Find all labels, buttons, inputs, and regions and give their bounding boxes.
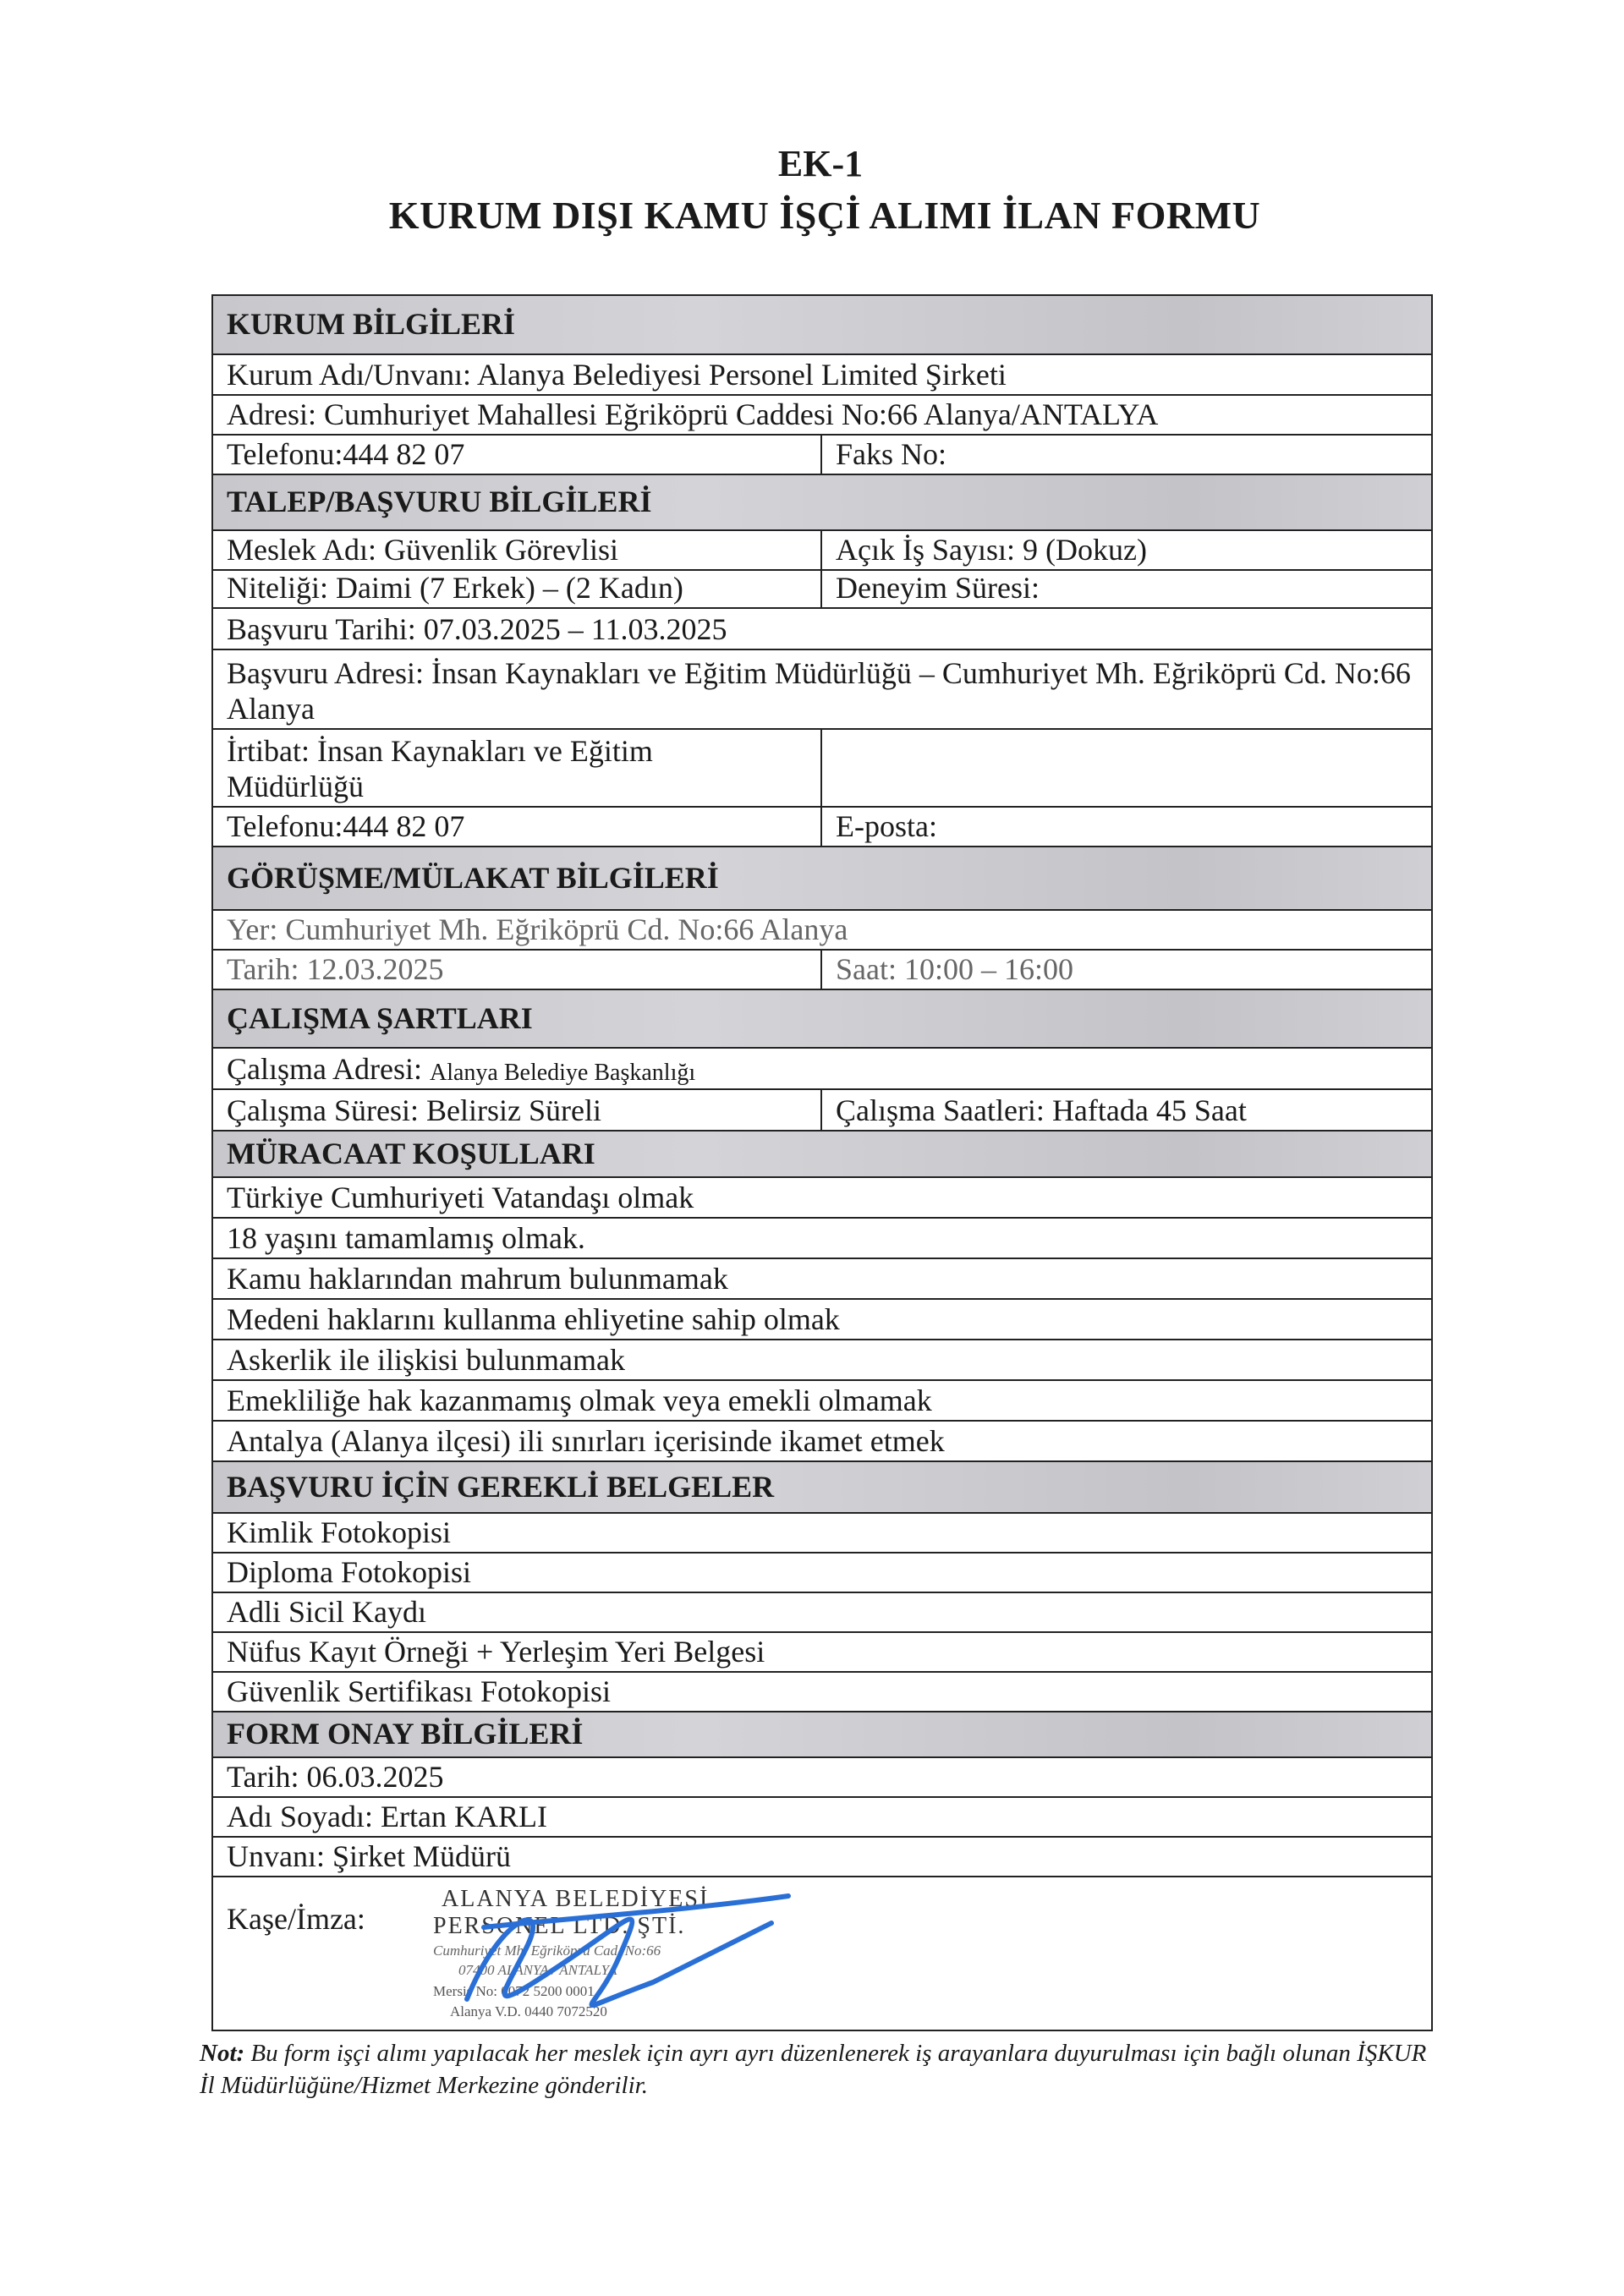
stamp-line: Cumhuriyet Mh. Eğriköprü Cad. No:66 bbox=[433, 1943, 661, 1959]
section-kurum-header: KURUM BİLGİLERİ bbox=[213, 296, 1431, 355]
kurum-fax: Faks No: bbox=[836, 436, 947, 471]
kase-label: Kaşe/İmza: bbox=[227, 1902, 365, 1936]
muracaat-item: 18 yaşını tamamlamış olmak. bbox=[213, 1219, 1431, 1259]
stamp-line: Mersis No: 0072 5200 0001 bbox=[433, 1983, 595, 1999]
section-talep-header: TALEP/BAŞVURU BİLGİLERİ bbox=[213, 475, 1431, 531]
calisma-saatleri: Çalışma Saatleri: Haftada 45 Saat bbox=[836, 1093, 1247, 1127]
gorusme-yer: Yer: Cumhuriyet Mh. Eğriköprü Cd. No:66 Alanya bbox=[227, 912, 848, 946]
talep-phone: Telefonu:444 82 07 bbox=[213, 808, 822, 846]
kurum-phone: Telefonu:444 82 07 bbox=[213, 436, 822, 474]
calisma-adresi: Çalışma Adresi: Alanya Belediye Başkanlığı bbox=[227, 1051, 696, 1086]
form-table bbox=[211, 294, 1433, 2031]
basvuru-adresi: Başvuru Adresi: İnsan Kaynakları ve Eğitim Müdürlüğü – Cumhuriyet Mh. Eğriköprü Cd. No:66 Alanya bbox=[227, 656, 1411, 726]
section-muracaat-header: MÜRACAAT KOŞULLARI bbox=[213, 1132, 1431, 1178]
meslek: Meslek Adı: Güvenlik Görevlisi bbox=[213, 531, 822, 569]
basvuru-tarihi: Başvuru Tarihi: 07.03.2025 – 11.03.2025 bbox=[227, 611, 727, 646]
stamp-signature-box bbox=[213, 1877, 1431, 2031]
belgeler-item: Kimlik Fotokopisi bbox=[213, 1514, 1431, 1553]
footnote: Not: Bu form işçi alımı yapılacak her meslek için ayrı ayrı düzenlenerek iş arayanlara duyurulması için bağlı olunan İŞKUR İl Müdürlüğüne/Hizmet Merkezine gönderilir. bbox=[200, 2040, 1427, 2099]
talep-email: E-posta: bbox=[836, 808, 937, 843]
belgeler-item: Güvenlik Sertifikası Fotokopisi bbox=[213, 1673, 1431, 1712]
nitelik: Niteliği: Daimi (7 Erkek) – (2 Kadın) bbox=[213, 571, 822, 607]
kurum-address: Adresi: Cumhuriyet Mahallesi Eğriköprü Caddesi No:66 Alanya/ANTALYA bbox=[227, 397, 1159, 431]
muracaat-item: Medeni haklarını kullanma ehliyetine sahip olmak bbox=[213, 1300, 1431, 1340]
company-stamp-signature bbox=[433, 1881, 797, 2025]
onay-unvan: Unvanı: Şirket Müdürü bbox=[227, 1838, 511, 1873]
stamp-line: ALANYA BELEDİYESİ bbox=[442, 1886, 710, 1912]
onay-adi: Adı Soyadı: Ertan KARLI bbox=[227, 1799, 547, 1833]
calisma-suresi: Çalışma Süresi: Belirsiz Süreli bbox=[213, 1090, 822, 1130]
doc-title: KURUM DIŞI KAMU İŞÇİ ALIMI İLAN FORMU bbox=[388, 194, 1261, 237]
muracaat-item: Türkiye Cumhuriyeti Vatandaşı olmak bbox=[213, 1178, 1431, 1219]
section-calisma-header: ÇALIŞMA ŞARTLARI bbox=[213, 990, 1431, 1049]
section-gorusme-header: GÖRÜŞME/MÜLAKAT BİLGİLERİ bbox=[213, 847, 1431, 911]
kurum-name: Kurum Adı/Unvanı: Alanya Belediyesi Personel Limited Şirketi bbox=[227, 357, 1007, 392]
gorusme-saat: Saat: 10:00 – 16:00 bbox=[836, 951, 1073, 986]
acik-is-sayisi: Açık İş Sayısı: 9 (Dokuz) bbox=[836, 532, 1147, 567]
belgeler-item: Adli Sicil Kaydı bbox=[213, 1593, 1431, 1633]
onay-tarih: Tarih: 06.03.2025 bbox=[227, 1759, 444, 1794]
doc-annex-title: EK-1 bbox=[777, 143, 864, 184]
section-belgeler-header: BAŞVURU İÇİN GEREKLİ BELGELER bbox=[213, 1462, 1431, 1514]
muracaat-item: Kamu haklarından mahrum bulunmamak bbox=[213, 1259, 1431, 1300]
gorusme-tarih: Tarih: 12.03.2025 bbox=[213, 951, 822, 989]
belgeler-item: Diploma Fotokopisi bbox=[213, 1553, 1431, 1593]
deneyim: Deneyim Süresi: bbox=[836, 570, 1040, 605]
section-onay-header: FORM ONAY BİLGİLERİ bbox=[213, 1712, 1431, 1758]
muracaat-item: Emekliliğe hak kazanmamış olmak veya emekli olmamak bbox=[213, 1381, 1431, 1422]
stamp-line: Alanya V.D. 0440 7072520 bbox=[450, 2003, 607, 2019]
belgeler-item: Nüfus Kayıt Örneği + Yerleşim Yeri Belgesi bbox=[213, 1633, 1431, 1673]
stamp-line: PERSONEL LTD. ŞTİ. bbox=[433, 1913, 686, 1939]
muracaat-item: Antalya (Alanya ilçesi) ili sınırları içerisinde ikamet etmek bbox=[213, 1422, 1431, 1462]
stamp-line: 07400 ALANYA / ANTALYA bbox=[458, 1962, 617, 1978]
muracaat-item: Askerlik ile ilişkisi bulunmamak bbox=[213, 1340, 1431, 1381]
irtibat: İrtibat: İnsan Kaynakları ve Eğitim Müdürlüğü bbox=[213, 730, 822, 806]
